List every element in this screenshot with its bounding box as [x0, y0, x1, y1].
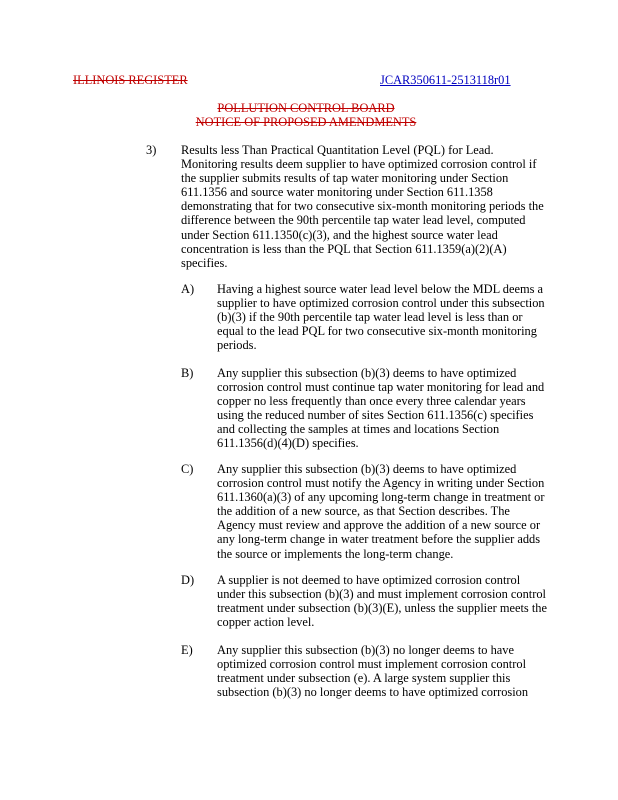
subitem-line: using the reduced number of sites Section 611.1356(c) specifies [217, 408, 534, 423]
item-line: Monitoring results deem supplier to have optimized corrosion control if [181, 157, 537, 172]
subitem-line: treatment under subsection (b)(3)(E), unless the supplier meets the [217, 601, 547, 616]
subitem-line: equal to the lead PQL for two consecutive six-month monitoring [217, 324, 537, 339]
item-line: concentration is less than the PQL that Section 611.1359(a)(2)(A) [181, 241, 507, 256]
subitem-paragraph-c [217, 462, 579, 561]
subitem-line: the source or implements the long-term change. [217, 546, 454, 561]
subitem-paragraph-a [217, 282, 579, 352]
subitem-line: Having a highest source water lead level below the MDL deems a [217, 282, 544, 296]
subitem-line: subsection (b)(3) no longer deems to have optimized corrosion [217, 685, 529, 700]
subitem-line: Agency must review and approve the addition of a new source or [217, 518, 541, 533]
subitem-line: and collecting the samples at times and locations Section [217, 422, 500, 437]
item-line: 611.1356 and source water monitoring under Section 611.1358 [181, 185, 493, 200]
subitem-line: A supplier is not deemed to have optimized corrosion control [217, 573, 521, 587]
subitem-line: 611.1360(a)(3) of any upcoming long-term change in treatment or [217, 490, 545, 505]
subitem-line: treatment under subsection (e). A large system supplier this [217, 671, 511, 686]
subitem-paragraph-e [217, 643, 579, 699]
subitem-line: corrosion control must notify the Agency in writing under Section [217, 476, 545, 491]
subitem-paragraph-d [217, 573, 579, 629]
subitem-line: under this subsection (b)(3) and must implement corrosion control [217, 587, 546, 602]
subitem-label-e: E) [181, 643, 193, 657]
page-title [180, 101, 432, 129]
subitem-label-c: C) [181, 462, 194, 476]
subitem-paragraph-b [217, 366, 579, 451]
subitem-line: optimized corrosion control must implement corrosion control [217, 657, 527, 672]
item-paragraph [181, 143, 579, 270]
subitem-line: copper action level. [217, 615, 315, 630]
item-line: difference between the 90th percentile tap water lead level, computed [181, 213, 526, 228]
item-line: specifies. [181, 255, 228, 270]
subitem-label-a: A) [181, 282, 195, 296]
subitem-label-b: B) [181, 366, 194, 380]
subitem-line: the addition of a new source, as that Section describes. The [217, 504, 510, 519]
subitem-line: supplier to have optimized corrosion control under this subsection [217, 296, 545, 311]
subitem-line: Any supplier this subsection (b)(3) deems to have optimized [217, 462, 517, 476]
register-header: ILLINOIS REGISTER [73, 73, 188, 87]
subitem-line: periods. [217, 338, 257, 353]
jcar-reference[interactable]: JCAR350611-2513118r01 [380, 73, 511, 87]
item-line: demonstrating that for two consecutive six-month monitoring periods the [181, 199, 544, 214]
subitem-line: copper no less frequently than once every three calendar years [217, 394, 526, 409]
item-line: Results less Than Practical Quantitation Level (PQL) for Lead. [181, 143, 494, 157]
item-line: under Section 611.1350(c)(3), and the highest source water lead [181, 227, 498, 242]
title-line-notice: NOTICE OF PROPOSED AMENDMENTS [195, 115, 417, 129]
subitem-label-d: D) [181, 573, 195, 587]
item-number: 3) [146, 143, 157, 157]
subitem-line: any long-term change in water treatment before the supplier adds [217, 532, 541, 547]
subitem-line: (b)(3) if the 90th percentile tap water lead level is less than or [217, 310, 523, 325]
subitem-line: corrosion control must continue tap water monitoring for lead and [217, 380, 545, 395]
subitem-line: 611.1356(d)(4)(D) specifies. [217, 436, 359, 451]
subitem-line: Any supplier this subsection (b)(3) deems to have optimized [217, 366, 517, 380]
title-line-board: POLLUTION CONTROL BOARD [217, 101, 395, 115]
item-line: the supplier submits results of tap water monitoring under Section [181, 171, 509, 186]
subitem-line: Any supplier this subsection (b)(3) no longer deems to have [217, 643, 514, 657]
